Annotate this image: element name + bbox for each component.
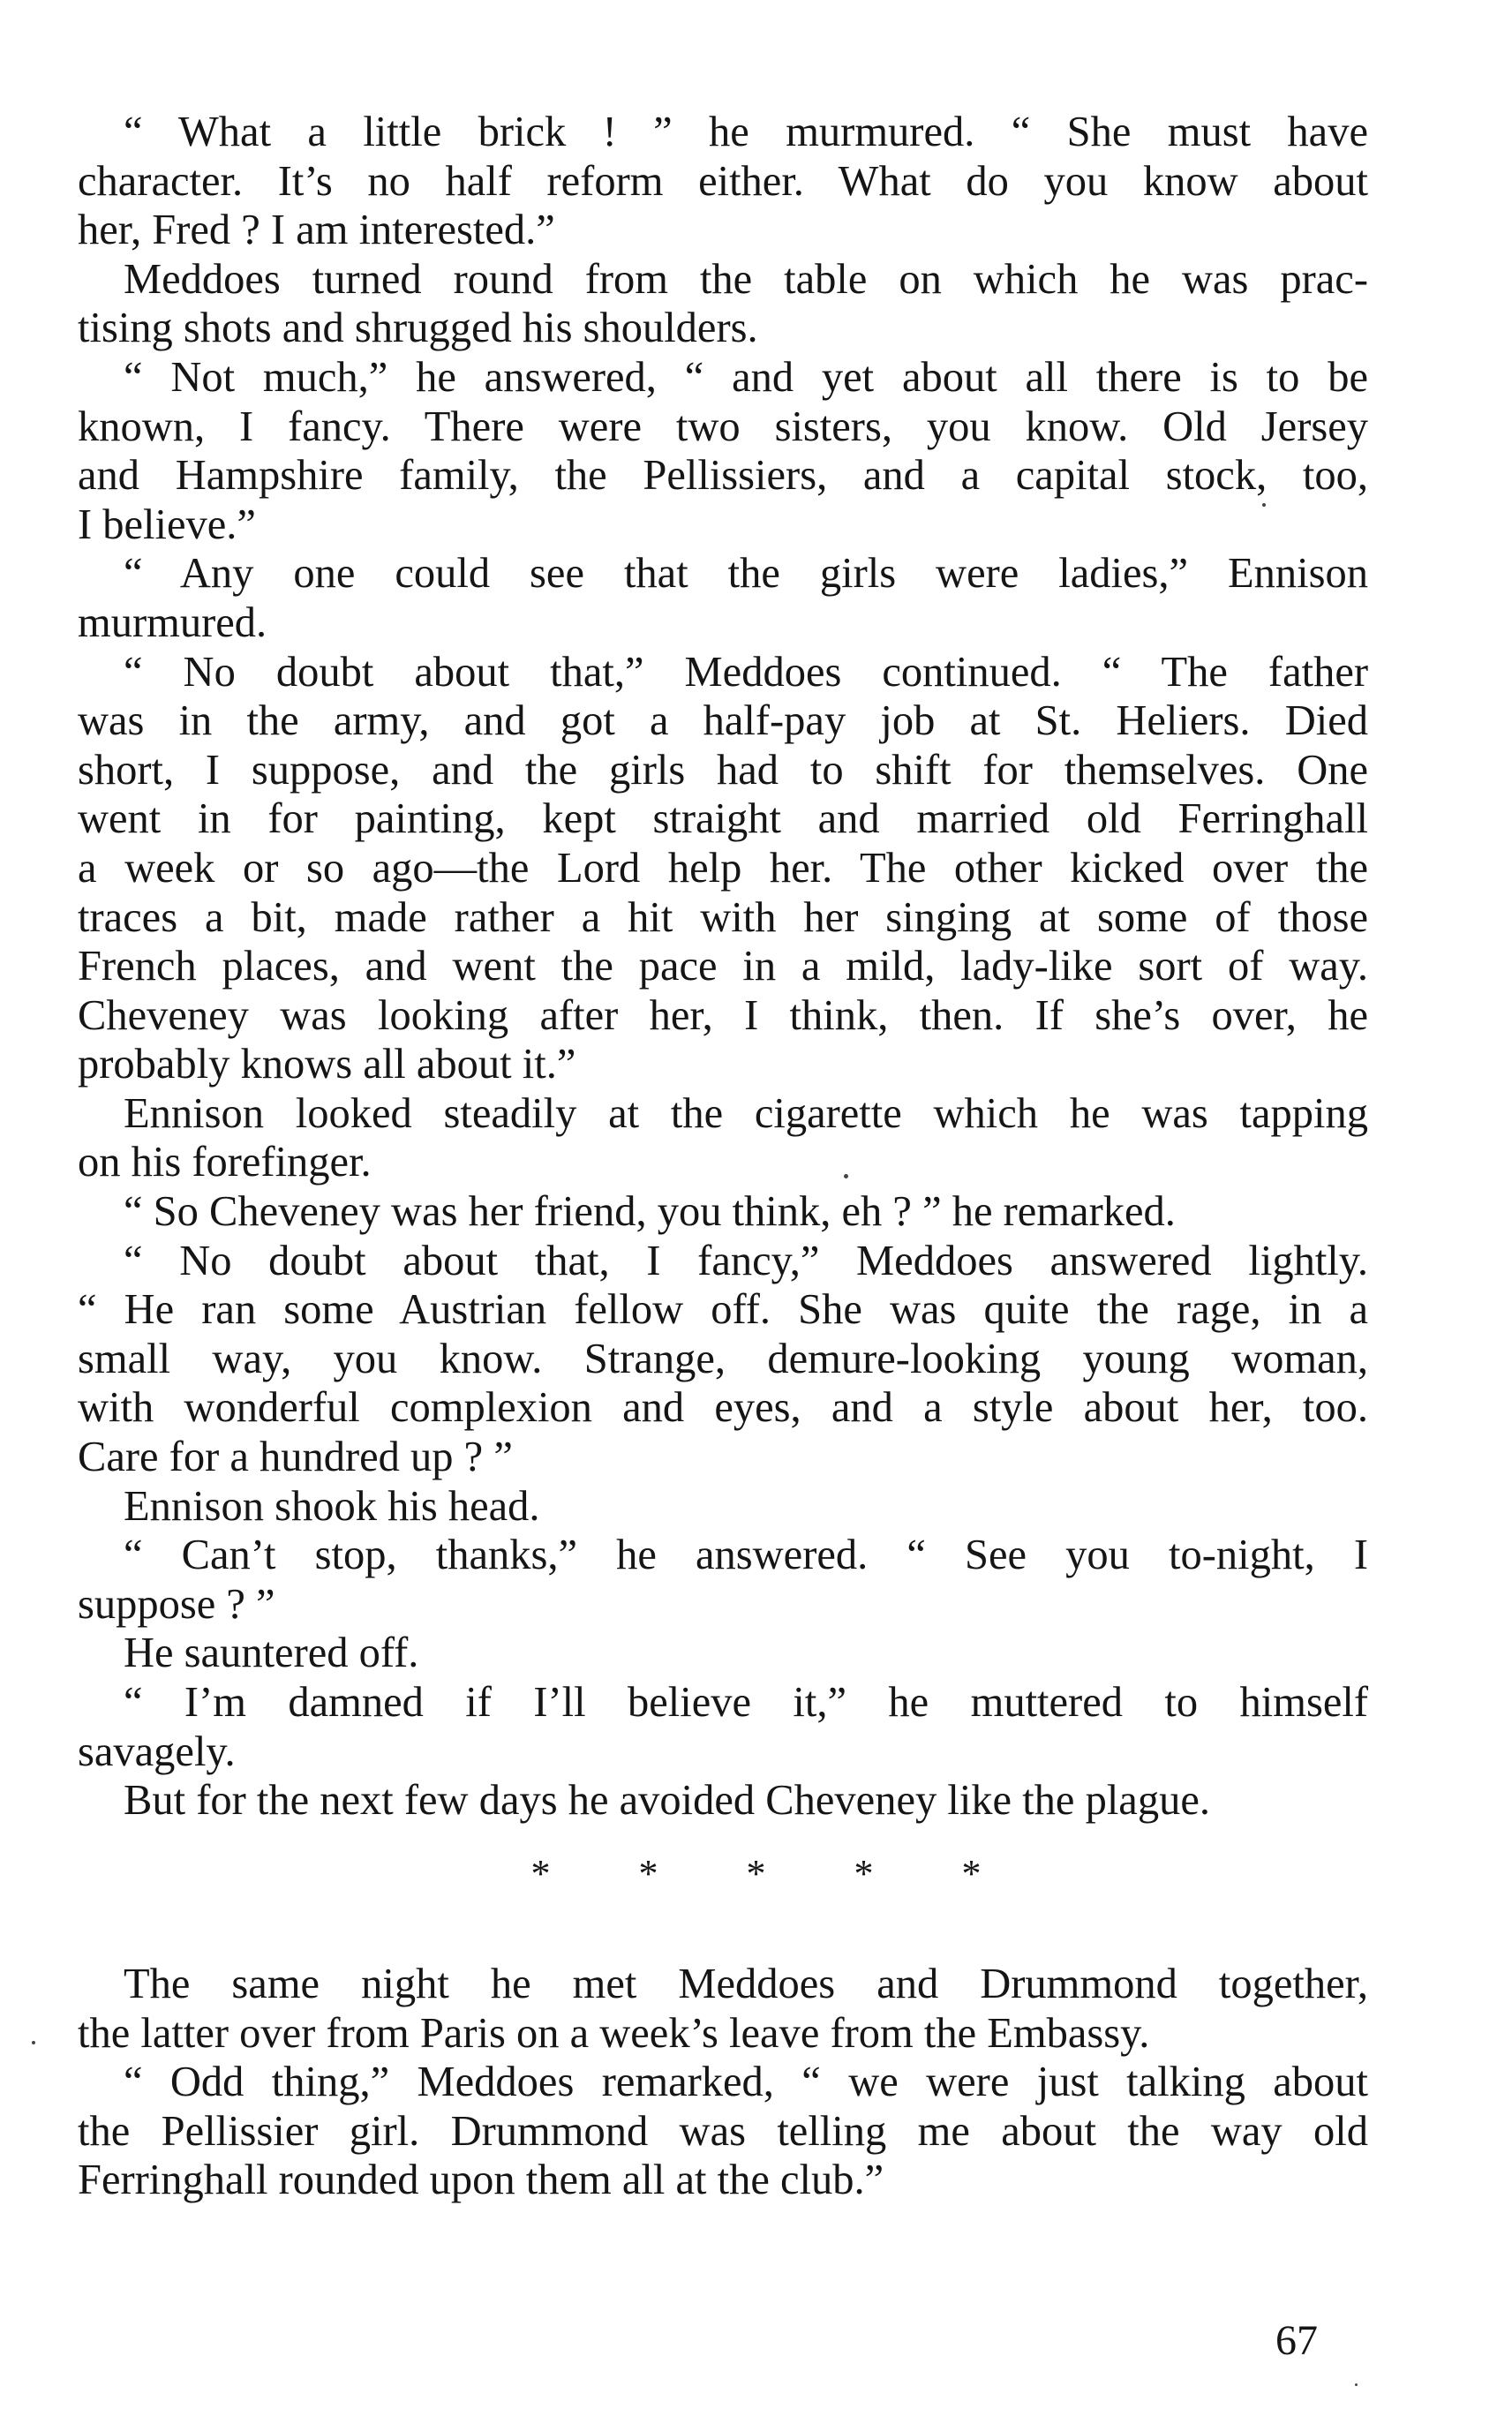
- text-line: “ Odd thing,” Meddoes remarked, “ we were just talking about: [124, 2059, 1368, 2106]
- text-line: “ So Cheveney was her friend, you think, eh ? ” he remarked.: [124, 1188, 1176, 1236]
- paragraph: [78, 1531, 1368, 1629]
- text-line: on his forefinger.: [78, 1139, 372, 1186]
- text-line: “ Can’t stop, thanks,” he answered. “ See you to-night, I: [124, 1532, 1368, 1579]
- text-line: Meddoes turned round from the table on which he was prac-: [124, 255, 1368, 303]
- paragraph: [78, 1960, 1368, 2058]
- scan-speck: [844, 1174, 848, 1178]
- scan-speck: [1262, 503, 1266, 507]
- text-line: suppose ? ”: [78, 1580, 275, 1628]
- text-line: the latter over from Paris on a week’s leave from the Embassy.: [78, 2009, 1150, 2057]
- paragraph: [78, 2058, 1368, 2205]
- text-line: tising shots and shrugged his shoulders.: [78, 305, 758, 352]
- text-line: Ennison shook his head.: [124, 1482, 540, 1530]
- text-line: the Pellissier girl. Drummond was telling me about the way old: [78, 2107, 1368, 2155]
- text-line: savagely.: [78, 1728, 236, 1775]
- text-line: Ferringhall rounded upon them all at the club.”: [78, 2157, 884, 2204]
- paragraph: [78, 1187, 1368, 1237]
- text-line: with wonderful complexion and eyes, and a style about her, too.: [78, 1384, 1368, 1432]
- paragraph: [78, 549, 1368, 647]
- text-line: “ Not much,” he answered, “ and yet about all there is to be: [124, 353, 1368, 401]
- section-break: [0, 1852, 1512, 1896]
- paragraph: [78, 1089, 1368, 1187]
- text-line: small way, you know. Strange, demure-looking young woman,: [78, 1335, 1368, 1382]
- paragraph: [78, 648, 1368, 1089]
- text-line: “ I’m damned if I’ll believe it,” he muttered to himself: [124, 1679, 1368, 1726]
- text-line: traces a bit, made rather a hit with her singing at some of those: [78, 893, 1368, 941]
- text-line: “ What a little brick ! ” he murmured. “ She must have: [124, 109, 1368, 155]
- text-line: Cheveney was looking after her, I think, then. If she’s over, he: [78, 991, 1368, 1039]
- asterisk: *: [530, 1852, 551, 1895]
- asterisk: *: [638, 1852, 658, 1895]
- text-line: known, I fancy. There were two sisters, you know. Old Jersey: [78, 403, 1368, 450]
- text-line: “ He ran some Austrian fellow off. She was quite the rage, in a: [78, 1286, 1368, 1334]
- text-line: He sauntered off.: [124, 1630, 419, 1677]
- asterisk: *: [961, 1852, 982, 1895]
- page-number: 67: [1275, 2317, 1318, 2364]
- text-line: was in the army, and got a half-pay job at St. Heliers. Died: [78, 697, 1368, 745]
- scan-speck: [32, 2041, 35, 2044]
- paragraph: [78, 353, 1368, 549]
- text-line: murmured.: [78, 598, 267, 646]
- text-line: “ No doubt about that,” Meddoes continued. “ The father: [124, 648, 1368, 696]
- text-line: and Hampshire family, the Pellissiers, and a capital stock, too,: [78, 452, 1368, 500]
- text-line: French places, and went the pace in a mild, lady-like sort of way.: [78, 943, 1368, 990]
- text-line: probably knows all about it.”: [78, 1041, 576, 1088]
- paragraph: [78, 1629, 1368, 1678]
- text-line: “ No doubt about that, I fancy,” Meddoes answered lightly.: [124, 1237, 1368, 1284]
- text-line: Ennison looked steadily at the cigarette which he was tapping: [124, 1089, 1368, 1137]
- body-text-bottom: [78, 1960, 1368, 2205]
- paragraph: [78, 1678, 1368, 1776]
- text-line: a week or so ago—the Lord help her. The other kicked over the: [78, 844, 1368, 892]
- body-text-top: [78, 108, 1368, 1826]
- scan-speck: [1355, 2383, 1358, 2386]
- paragraph: [78, 1482, 1368, 1532]
- text-line: But for the next few days he avoided Cheveney like the plague.: [124, 1777, 1210, 1825]
- text-line: I believe.”: [78, 501, 256, 548]
- paragraph: [78, 108, 1368, 255]
- text-line: her, Fred ? I am interested.”: [78, 207, 555, 254]
- paragraph: [78, 1776, 1368, 1826]
- text-line: The same night he met Meddoes and Drummond together,: [124, 1961, 1368, 2007]
- asterisk: *: [854, 1852, 874, 1895]
- text-line: Care for a hundred up ? ”: [78, 1434, 513, 1481]
- text-line: character. It’s no half reform either. What do you know about: [78, 157, 1368, 205]
- text-line: went in for painting, kept straight and married old Ferringhall: [78, 795, 1368, 843]
- asterisk: *: [746, 1852, 766, 1895]
- text-line: short, I suppose, and the girls had to shift for themselves. One: [78, 746, 1368, 794]
- paragraph: [78, 1237, 1368, 1482]
- paragraph: [78, 255, 1368, 353]
- text-line: “ Any one could see that the girls were ladies,” Ennison: [124, 550, 1368, 598]
